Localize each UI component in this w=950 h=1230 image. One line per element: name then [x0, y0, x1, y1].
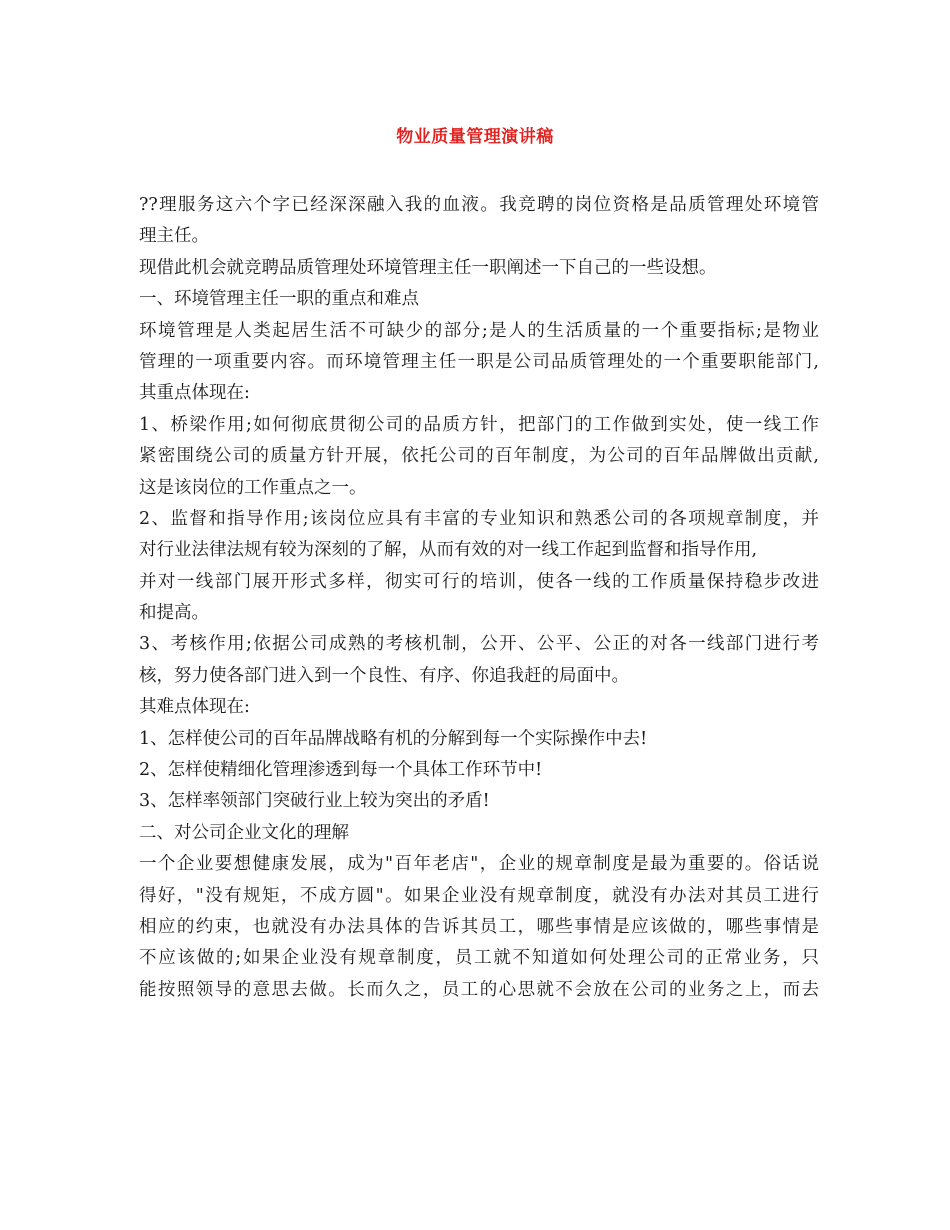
document-body	[139, 190, 819, 1006]
body-line: 管理的一项重要内容。而环境管理主任一职是公司品质管理处的一个重要职能部门,	[139, 351, 819, 372]
body-line: ??理服务这六个字已经深深融入我的血液。我竞聘的岗位资格是品质管理处环境管	[139, 195, 819, 215]
body-line: 一个企业要想健康发展，成为"百年老店"，企业的规章制度是最为重要的。俗话说	[139, 854, 819, 875]
body-line: 紧密围绕公司的质量方针开展，依托公司的百年制度，为公司的百年品牌做出贡献,	[139, 446, 819, 467]
body-line: 这是该岗位的工作重点之一。	[139, 477, 367, 498]
body-line: 对行业法律法规有较为深刻的了解，从而有效的对一线工作起到监督和指导作用,	[139, 540, 758, 561]
body-line: 不应该做的;如果企业没有规章制度，员工就不知道如何处理公司的正常业务，只	[139, 948, 819, 969]
body-line: 1、怎样使公司的百年品牌战略有机的分解到每一个实际操作中去!	[139, 728, 648, 749]
body-line: 和提高。	[139, 603, 209, 624]
body-line: 其难点体现在:	[139, 697, 250, 718]
body-line: 3、怎样率领部门突破行业上较为突出的矛盾!	[139, 791, 490, 812]
document-title: 物业质量管理演讲稿	[396, 127, 554, 147]
body-line: 相应的约束，也就没有办法具体的告诉其员工，哪些事情是应该做的，哪些事情是	[139, 916, 819, 937]
body-line: 并对一线部门展开形式多样，彻实可行的培训，使各一线的工作质量保持稳步改进	[139, 571, 819, 592]
body-line: 现借此机会就竞聘品质管理处环境管理主任一职阐述一下自己的一些设想。	[139, 257, 717, 278]
body-line: 2、怎样使精细化管理渗透到每一个具体工作环节中!	[139, 760, 543, 781]
body-line: 能按照领导的意思去做。长而久之，员工的心思就不会放在公司的业务之上，而去	[139, 979, 819, 1000]
body-line: 环境管理是人类起居生活不可缺少的部分;是人的生活质量的一个重要指标;是物业	[139, 320, 819, 341]
body-line: 核，努力使各部门进入到一个良性、有序、你追我赶的局面中。	[139, 665, 629, 686]
body-line: 2、监督和指导作用;该岗位应具有丰富的专业知识和熟悉公司的各项规章制度，并	[139, 508, 819, 529]
body-line: 得好，"没有规矩，不成方圆"。如果企业没有规章制度，就没有办法对其员工进行	[139, 885, 819, 906]
body-line: 3、考核作用;依据公司成熟的考核机制，公开、公平、公正的对各一线部门进行考	[139, 634, 819, 655]
body-line: 其重点体现在:	[139, 383, 250, 404]
body-line: 1、桥梁作用;如何彻底贯彻公司的品质方针，把部门的工作做到实处，使一线工作	[139, 414, 819, 435]
section-heading: 一、环境管理主任一职的重点和难点	[139, 289, 419, 310]
body-line: 理主任。	[139, 226, 209, 247]
section-heading: 二、对公司企业文化的理解	[139, 822, 349, 843]
